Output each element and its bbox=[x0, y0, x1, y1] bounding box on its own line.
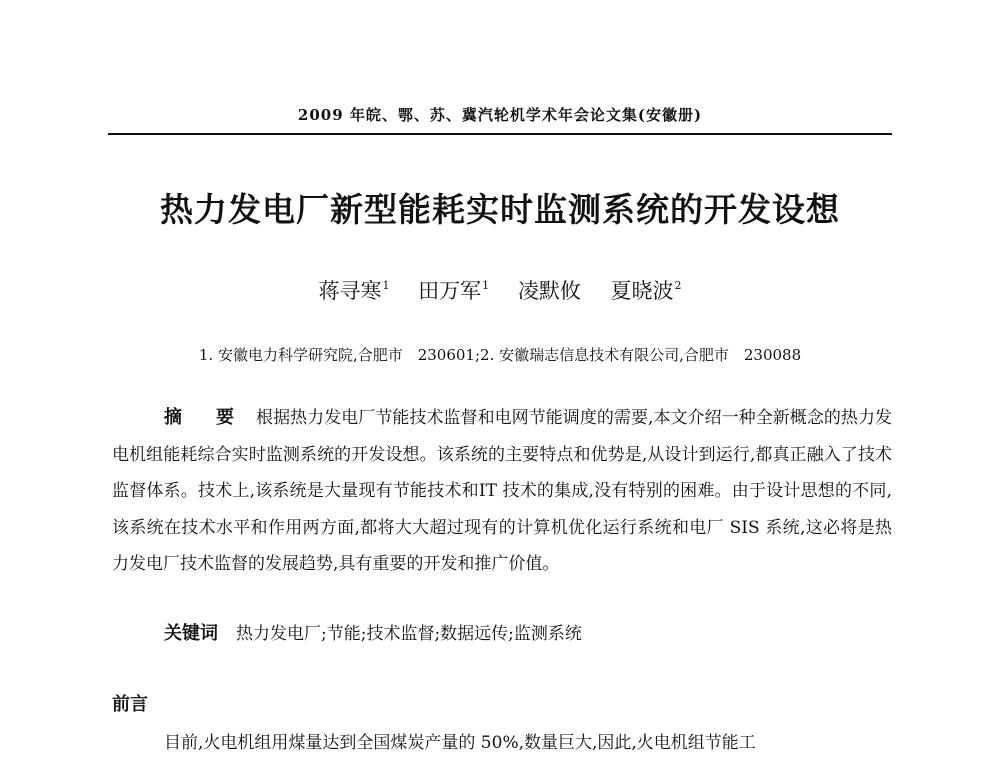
abstract bbox=[112, 400, 892, 583]
intro-paragraph: 目前,火电机组用煤量达到全国煤炭产量的 50%,数量巨大,因此,火电机组节能工 bbox=[164, 733, 756, 753]
author bbox=[611, 275, 682, 305]
affiliations: 1. 安徽电力科学研究院,合肥市 230601;2. 安徽瑞志信息技术有限公司,合肥市 230088 bbox=[198, 346, 802, 364]
header-rule bbox=[108, 133, 892, 135]
author-affiliation-mark: 2 bbox=[674, 279, 682, 292]
section-heading: 前言 bbox=[112, 694, 148, 715]
author-name: 田万军 bbox=[418, 279, 482, 303]
paper-title: 热力发电厂新型能耗实时监测系统的开发设想 bbox=[160, 190, 840, 229]
author-name: 凌默攸 bbox=[517, 279, 581, 303]
abstract-label: 摘 要 bbox=[164, 407, 242, 428]
author-affiliation-mark: 1 bbox=[482, 279, 490, 292]
author bbox=[418, 275, 489, 305]
author-list bbox=[100, 275, 900, 305]
author-name: 蒋寻寒 bbox=[318, 279, 382, 303]
keywords-text: 热力发电厂;节能;技术监督;数据远传;监测系统 bbox=[236, 624, 582, 644]
author-name: 夏晓波 bbox=[610, 279, 674, 303]
running-header: 2009 年皖、鄂、苏、冀汽轮机学术年会论文集(安徽册) bbox=[297, 106, 703, 124]
author-affiliation-mark: 1 bbox=[382, 279, 390, 292]
author bbox=[518, 275, 582, 305]
author bbox=[318, 275, 389, 305]
abstract-text: 根据热力发电厂节能技术监督和电网节能调度的需要,本文介绍一种全新概念的热力发电机组能耗综合实时监测系统的开发设想。该系统的主要特点和优势是,从设计到运行,都真正融入了技术监督体系。技术上,该系统是大量现有节能技术和IT 技术的集成,没有特别的困难。由于设计思想的不同,该系统在技术水平和作用两方面,都将大大超过现有的计算机优化运行系统和电厂 SIS 系统,这必将是热力发电厂技术监督的发展趋势,具有重要的开发和推广价值。 bbox=[112, 408, 892, 574]
keywords bbox=[112, 619, 892, 645]
keywords-label: 关键词 bbox=[164, 623, 218, 644]
